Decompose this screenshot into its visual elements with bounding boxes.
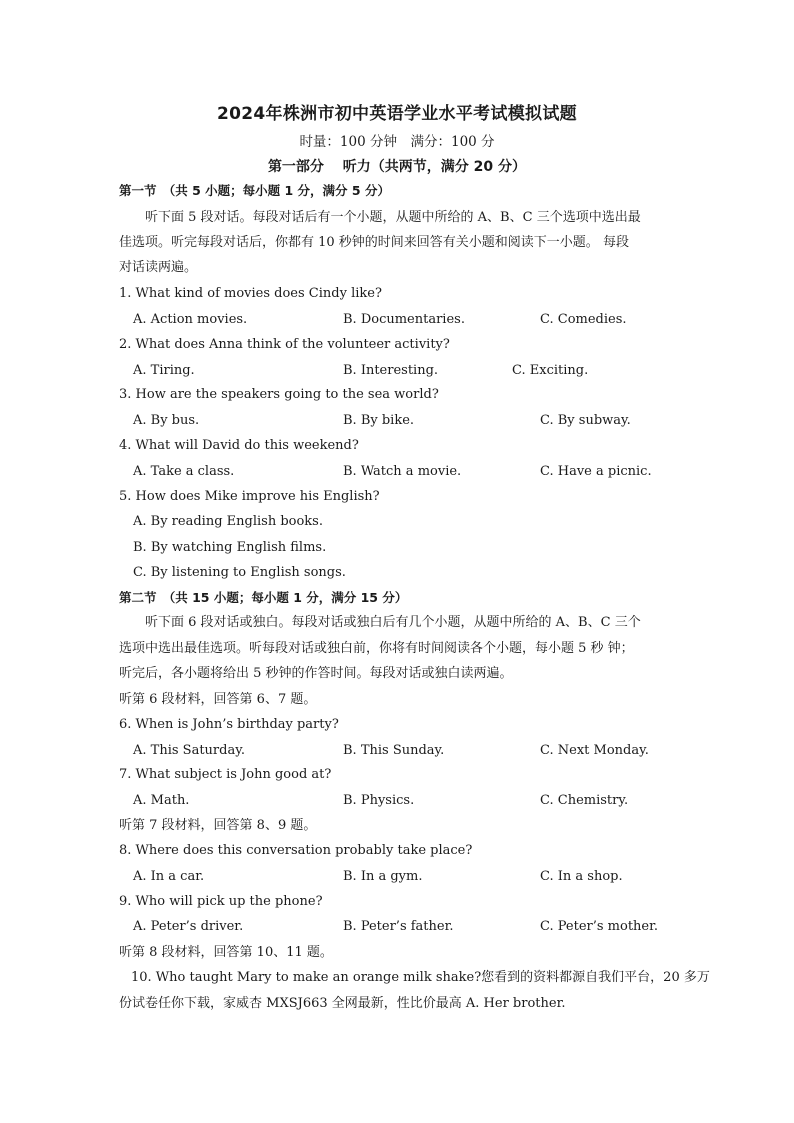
question-8: 8. Where does this conversation probably take place?: [119, 843, 473, 858]
question-5-option-b: B. By watching English films.: [133, 540, 327, 555]
question-9: 9. Who will pick up the phone?: [119, 894, 323, 909]
section-two-heading: 第二节 （共 15 小题；每小题 1 分，满分 15 分）: [119, 590, 408, 605]
question-3-option-b: B. By bike.: [343, 413, 415, 428]
section-one-instruction-line-2: 佳选项。听完每段对话后，你都有 10 秒钟的时间来回答有关小题和阅读下一小题。 每段: [119, 235, 629, 250]
question-2: 2. What does Anna think of the volunteer activity?: [119, 337, 450, 352]
question-1: 1. What kind of movies does Cindy like?: [119, 286, 382, 301]
question-9-option-a: A. Peter’s driver.: [133, 919, 244, 934]
part-one-heading: 第一部分 听力（共两节，满分 20 分）: [267, 159, 527, 175]
question-1-option-c: C. Comedies.: [540, 312, 627, 327]
question-4-option-a: A. Take a class.: [133, 464, 235, 479]
question-4: 4. What will David do this weekend?: [119, 438, 359, 453]
exam-title: 2024年株洲市初中英语学业水平考试模拟试题: [217, 104, 577, 124]
question-7-option-b: B. Physics.: [343, 793, 415, 808]
question-5: 5. How does Mike improve his English?: [119, 489, 380, 504]
question-5-option-c: C. By listening to English songs.: [133, 565, 346, 580]
question-8-option-a: A. In a car.: [133, 869, 205, 884]
question-7: 7. What subject is John good at?: [119, 767, 332, 782]
question-10-line-1: 10. Who taught Mary to make an orange milk shake?您看到的资料都源自我们平台，20 多万: [131, 970, 710, 985]
question-6-option-a: A. This Saturday.: [133, 743, 245, 758]
section-one-instruction-line-3: 对话读两遍。: [119, 260, 198, 275]
question-8-option-b: B. In a gym.: [343, 869, 423, 884]
question-2-option-a: A. Tiring.: [133, 363, 195, 378]
section-one-heading: 第一节 （共 5 小题；每小题 1 分，满分 5 分）: [119, 183, 390, 198]
question-1-option-a: A. Action movies.: [133, 312, 248, 327]
question-3: 3. How are the speakers going to the sea world?: [119, 387, 439, 402]
material-6-note: 听第 6 段材料，回答第 6、7 题。: [119, 692, 317, 707]
section-one-instruction-line-1: 听下面 5 段对话。每段对话后有一个小题，从题中所给的 A、B、C 三个选项中选出最: [145, 210, 641, 225]
question-6-option-c: C. Next Monday.: [540, 743, 649, 758]
question-5-option-a: A. By reading English books.: [133, 514, 323, 529]
section-two-instruction-line-1: 听下面 6 段对话或独白。每段对话或独白后有几个小题，从题中所给的 A、B、C 三个: [145, 615, 641, 630]
question-3-option-a: A. By bus.: [133, 413, 200, 428]
question-7-option-c: C. Chemistry.: [540, 793, 629, 808]
question-7-option-a: A. Math.: [133, 793, 190, 808]
question-1-option-b: B. Documentaries.: [343, 312, 465, 327]
question-6: 6. When is John’s birthday party?: [119, 717, 339, 732]
section-two-instruction-line-3: 听完后，各小题将给出 5 秒钟的作答时间。每段对话或独白读两遍。: [119, 666, 513, 681]
section-two-instruction-line-2: 选项中选出最佳选项。听每段对话或独白前，你将有时间阅读各个小题，每小题 5 秒 钟；: [119, 641, 634, 656]
question-9-option-c: C. Peter’s mother.: [540, 919, 659, 934]
question-9-option-b: B. Peter’s father.: [343, 919, 454, 934]
material-7-note: 听第 7 段材料，回答第 8、9 题。: [119, 818, 317, 833]
question-3-option-c: C. By subway.: [540, 413, 631, 428]
exam-time-score: 时量：100 分钟 满分：100 分: [299, 134, 495, 150]
question-6-option-b: B. This Sunday.: [343, 743, 445, 758]
question-4-option-b: B. Watch a movie.: [343, 464, 462, 479]
question-4-option-c: C. Have a picnic.: [540, 464, 652, 479]
question-8-option-c: C. In a shop.: [540, 869, 623, 884]
material-8-note: 听第 8 段材料，回答第 10、11 题。: [119, 945, 333, 960]
question-2-option-c: C. Exciting.: [512, 363, 589, 378]
question-10-line-2: 份试卷任你下载，家威杏 MXSJ663 全网最新，性比价最高 A. Her brother.: [119, 996, 566, 1011]
question-2-option-b: B. Interesting.: [343, 363, 439, 378]
